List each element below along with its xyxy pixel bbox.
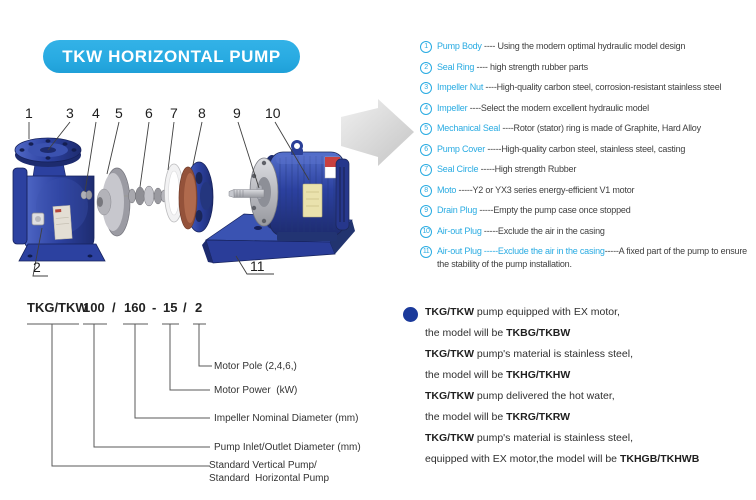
model-series: TKG/TKW	[27, 300, 88, 315]
part-desc: ---- Using the modern optimal hydraulic model design	[481, 41, 686, 51]
part-name: Air-out Plug	[437, 225, 482, 236]
part-number-5: 5	[115, 105, 123, 121]
label-standard-pump	[209, 459, 329, 485]
note-line: TKG/TKW pump equipped with EX motor, the model will be TKBG/TKBW	[425, 306, 620, 339]
part-name: Pump Body	[437, 41, 482, 51]
circled-number: 9	[420, 205, 432, 217]
circled-number: 7	[420, 164, 432, 176]
part-desc: ----Rotor (stator) ring is made of Graphite, Hard Alloy	[500, 123, 701, 133]
page-title: TKW HORIZONTAL PUMP	[62, 46, 281, 66]
label-inlet-outlet: Pump Inlet/Outlet Diameter (mm)	[214, 442, 361, 453]
part-name: Impeller Nut	[437, 82, 484, 92]
label-motor-power: Motor Power (kW)	[214, 385, 298, 396]
part-name: Seal Circle	[437, 164, 479, 174]
part-number-4: 4	[92, 105, 100, 121]
list-item	[420, 40, 754, 53]
note-line: TKG/TKW pump's material is stainless steel, equipped with EX motor,the model will be TKHGB/TKHWB	[425, 432, 700, 465]
part-name: Air-out Plug -----Exclude the air in the casing	[437, 246, 605, 256]
model-impeller-dia: 160	[124, 300, 146, 315]
part-number-7: 7	[170, 105, 178, 121]
note-line: TKG/TKW pump delivered the hot water, the model will be TKRG/TKRW	[425, 390, 615, 423]
part-desc: -----High strength Rubber	[478, 164, 577, 174]
pump-cover	[179, 162, 213, 232]
circled-number: 4	[420, 103, 432, 115]
part-desc: -----A fixed part of the pump to ensure the stability of the pump installation.	[437, 246, 750, 269]
list-item	[420, 204, 754, 217]
mechanical-seal	[124, 186, 168, 206]
part-desc: ---- high strength rubber parts	[474, 61, 588, 72]
circled-number: 2	[420, 62, 432, 74]
part-desc: -----High-quality carbon steel, stainless steel, casting	[485, 143, 686, 154]
circled-number: 1	[420, 41, 432, 53]
part-name: Mechanical Seal	[437, 123, 501, 133]
banner	[43, 40, 300, 73]
circled-number: 6	[420, 144, 432, 156]
parts-list	[420, 40, 754, 271]
model-pole: 2	[195, 300, 203, 315]
list-item	[420, 81, 754, 94]
label-motor-pole: Motor Pole (2,4,6,)	[214, 361, 297, 372]
part-number-11: 11	[250, 258, 265, 274]
label-standard-line1: Standard Vertical Pump/	[209, 460, 317, 471]
list-item	[420, 143, 754, 156]
part-number-8: 8	[198, 105, 206, 121]
list-item	[420, 245, 754, 271]
model-power: 15	[163, 300, 178, 315]
bullet-icon	[403, 307, 418, 322]
part-number-2: 2	[33, 259, 41, 275]
model-separator: /	[183, 300, 187, 315]
model-variant-notes	[403, 302, 753, 470]
motor	[250, 142, 349, 242]
part-desc: -----Y2 or YX3 series energy-efficient V1 motor	[456, 184, 635, 195]
part-name: Seal Ring	[437, 61, 475, 72]
note-line: TKG/TKW pump's material is stainless steel, the model will be TKHG/TKHW	[425, 348, 633, 381]
part-name: Impeller	[437, 102, 468, 113]
list-item	[420, 102, 754, 115]
circled-number: 10	[420, 226, 432, 238]
arrow-icon	[341, 99, 414, 166]
list-item	[420, 184, 754, 197]
part-desc: ----High-quality carbon steel, corrosion-resistant stainless steel	[483, 82, 722, 92]
list-item	[420, 122, 754, 135]
part-desc: -----Exclude the air in the casing	[481, 225, 605, 236]
model-separator: /	[112, 300, 116, 315]
list-item	[420, 61, 754, 74]
nomenclature-lines	[27, 324, 212, 466]
notes-text	[425, 302, 753, 470]
label-standard-line2: Standard Horizontal Pump	[209, 473, 330, 484]
part-name: Pump Cover	[437, 143, 486, 154]
circled-number: 3	[420, 82, 432, 94]
list-item	[420, 163, 754, 176]
part-name: Drain Plug	[437, 205, 478, 215]
part-desc: -----Empty the pump case once stopped	[477, 205, 631, 215]
circled-number: 11	[420, 246, 432, 258]
model-inlet-outlet: 100	[83, 300, 105, 315]
part-number-9: 9	[233, 105, 241, 121]
part-number-10: 10	[265, 105, 281, 121]
part-desc: ----Select the modern excellent hydraulic model	[467, 102, 649, 113]
circled-number: 8	[420, 185, 432, 197]
part-number-6: 6	[145, 105, 153, 121]
part-number-3: 3	[66, 105, 74, 121]
list-item	[420, 225, 754, 238]
pump-body	[13, 138, 105, 261]
label-impeller-dia: Impeller Nominal Diameter (mm)	[214, 413, 359, 424]
part-number-1: 1	[25, 105, 33, 121]
model-separator: -	[152, 300, 157, 315]
part-name: Moto	[437, 184, 457, 195]
circled-number: 5	[420, 123, 432, 135]
